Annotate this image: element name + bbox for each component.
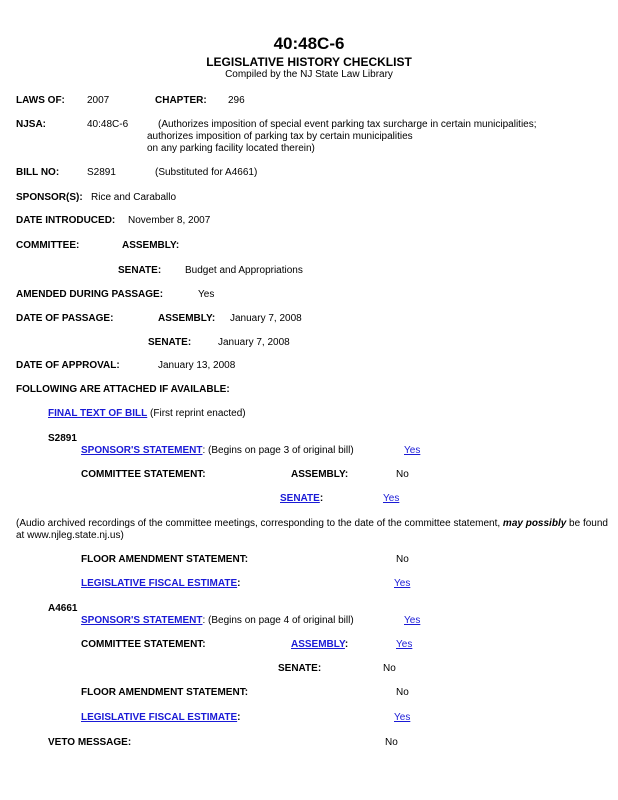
a4661-committee-label: COMMITTEE STATEMENT: (81, 639, 206, 650)
committee-senate-label: SENATE: (118, 265, 162, 276)
a4661-fiscal-estimate-link[interactable]: LEGISLATIVE FISCAL ESTIMATE (81, 712, 238, 723)
passage-assembly-value: January 7, 2008 (230, 313, 302, 324)
sponsors-label: SPONSOR(S): (16, 192, 83, 203)
a4661-floor-amendment-label: FLOOR AMENDMENT STATEMENT: (81, 687, 249, 698)
s2891-fiscal-row (81, 578, 240, 590)
s2891-sponsor-statement-link[interactable]: SPONSOR'S STATEMENT (81, 445, 203, 456)
s2891-senate-yes-link[interactable]: Yes (383, 493, 400, 504)
final-text-row (48, 408, 246, 420)
amended-label: AMENDED DURING PASSAGE: (16, 289, 164, 300)
compiled-by: Compiled by the NJ State Law Library (225, 69, 393, 80)
laws-of-value: 2007 (87, 95, 110, 106)
final-text-link[interactable]: FINAL TEXT OF BILL (48, 408, 148, 419)
a4661-senate-value: No (383, 663, 396, 674)
audio-note-line-1 (16, 518, 608, 530)
s2891-fiscal-estimate-link[interactable]: LEGISLATIVE FISCAL ESTIMATE (81, 578, 238, 589)
audio-note-emphasis: may possibly (502, 518, 567, 529)
approval-value: January 13, 2008 (158, 360, 236, 371)
s2891-fiscal-colon: : (237, 578, 241, 589)
njsa-label: NJSA: (16, 119, 47, 130)
s2891-sponsor-row (81, 445, 354, 457)
a4661-sponsor-note: : (Begins on page 4 of original bill) (202, 615, 354, 626)
date-introduced-value: November 8, 2007 (128, 215, 211, 226)
a4661-fiscal-estimate-yes-link[interactable]: Yes (394, 712, 411, 723)
a4661-assembly-link[interactable]: ASSEMBLY (291, 639, 345, 650)
njsa-description-line-2: authorizes imposition of parking tax by certain municipalities (147, 131, 413, 142)
bill-substitution-note: (Substituted for A4661) (155, 167, 258, 178)
s2891-fiscal-estimate-yes-link[interactable]: Yes (394, 578, 411, 589)
chapter-value: 296 (228, 95, 245, 106)
bill-no-label: BILL NO: (16, 167, 60, 178)
committee-label: COMMITTEE: (16, 240, 80, 251)
approval-label: DATE OF APPROVAL: (16, 360, 120, 371)
page-title: 40:48C-6 (273, 34, 345, 53)
committee-senate-value: Budget and Appropriations (185, 265, 303, 276)
chapter-label: CHAPTER: (155, 95, 207, 106)
njsa-description-line-3: on any parking facility located therein) (147, 143, 315, 154)
passage-senate-label: SENATE: (148, 337, 192, 348)
s2891-sponsor-note: : (Begins on page 3 of original bill) (202, 445, 354, 456)
audio-note-text-end: be found (566, 518, 608, 529)
s2891-floor-amendment-label: FLOOR AMENDMENT STATEMENT: (81, 554, 249, 565)
a4661-sponsor-statement-yes-link[interactable]: Yes (404, 615, 421, 626)
passage-assembly-label: ASSEMBLY: (158, 313, 216, 324)
a4661-assembly-colon: : (344, 639, 349, 650)
s2891-senate-row (280, 493, 323, 505)
passage-label: DATE OF PASSAGE: (16, 313, 114, 324)
a4661-floor-amendment-value: No (396, 687, 409, 698)
a4661-sponsor-statement-link[interactable]: SPONSOR'S STATEMENT (81, 615, 203, 626)
checklist-heading: LEGISLATIVE HISTORY CHECKLIST (206, 55, 412, 69)
s2891-label: S2891 (48, 433, 77, 444)
veto-message-value: No (385, 737, 398, 748)
committee-assembly-label: ASSEMBLY: (122, 240, 180, 251)
bill-no-value: S2891 (87, 167, 116, 178)
a4661-label: A4661 (48, 603, 78, 614)
a4661-sponsor-row (81, 615, 354, 627)
s2891-sponsor-statement-yes-link[interactable]: Yes (404, 445, 421, 456)
s2891-committee-assembly-label: ASSEMBLY: (291, 469, 349, 480)
audio-note-line-2: at www.njleg.state.nj.us) (16, 530, 124, 541)
a4661-assembly-yes-link[interactable]: Yes (396, 639, 413, 650)
attached-heading: FOLLOWING ARE ATTACHED IF AVAILABLE: (16, 384, 230, 395)
sponsors-value: Rice and Caraballo (91, 192, 177, 203)
njsa-description-line-1: (Authorizes imposition of special event parking tax surcharge in certain municipalities; (158, 119, 537, 130)
s2891-senate-link[interactable]: SENATE (280, 493, 320, 504)
s2891-committee-assembly-value: No (396, 469, 409, 480)
date-introduced-label: DATE INTRODUCED: (16, 215, 116, 226)
a4661-senate-label: SENATE: (278, 663, 322, 674)
s2891-floor-amendment-value: No (396, 554, 409, 565)
laws-of-label: LAWS OF: (16, 95, 65, 106)
s2891-committee-label: COMMITTEE STATEMENT: (81, 469, 206, 480)
njsa-value: 40:48C-6 (87, 119, 129, 130)
audio-note-text: (Audio archived recordings of the committee meetings, corresponding to the date of the committee statement, (16, 518, 503, 529)
a4661-fiscal-row (81, 712, 240, 724)
veto-message-label: VETO MESSAGE: (48, 737, 132, 748)
final-text-note: (First reprint enacted) (150, 408, 246, 419)
a4661-fiscal-colon: : (237, 712, 241, 723)
passage-senate-value: January 7, 2008 (218, 337, 290, 348)
s2891-senate-colon: : (319, 493, 324, 504)
amended-value: Yes (198, 289, 215, 300)
a4661-assembly-row (291, 639, 348, 651)
